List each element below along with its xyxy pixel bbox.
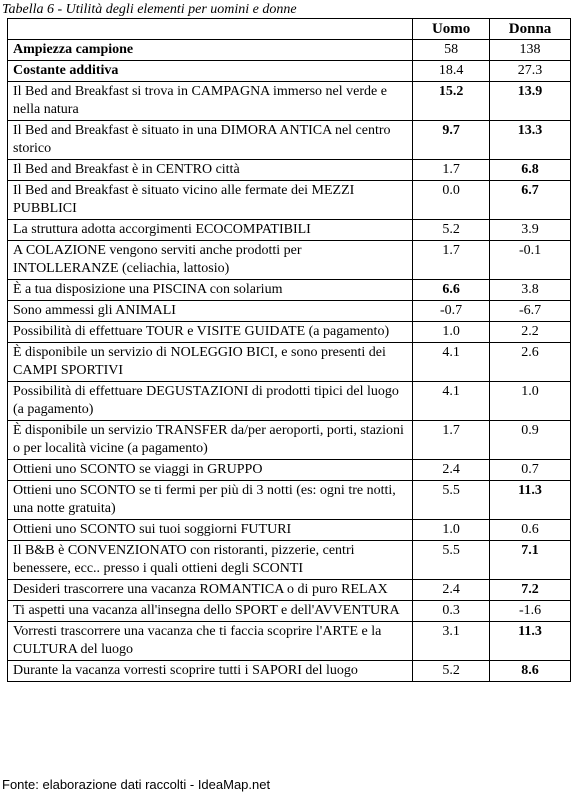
cell-donna: 11.3 [490,481,571,520]
row-label: Durante la vacanza vorresti scoprire tutti i SAPORI del luogo [8,661,413,682]
table-header-row [8,19,571,40]
cell-donna: -0.1 [490,241,571,280]
table-row [8,220,571,241]
row-label: Ottieni uno SCONTO se viaggi in GRUPPO [8,460,413,481]
row-label: Ottieni uno SCONTO sui tuoi soggiorni FUTURI [8,520,413,541]
table-row [8,241,571,280]
cell-donna: 3.9 [490,220,571,241]
cell-donna: -1.6 [490,601,571,622]
table-row [8,421,571,460]
source-note: Fonte: elaborazione dati raccolti - IdeaMap.net [2,777,271,792]
cell-uomo: 5.2 [413,220,490,241]
cell-donna: 0.7 [490,460,571,481]
table-body [8,40,571,682]
cell-donna: 138 [490,40,571,61]
table-row [8,121,571,160]
table-row [8,40,571,61]
row-label: È a tua disposizione una PISCINA con solarium [8,280,413,301]
table-row [8,82,571,121]
cell-donna: 13.3 [490,121,571,160]
table-row [8,541,571,580]
cell-uomo: 58 [413,40,490,61]
cell-uomo: 6.6 [413,280,490,301]
row-label: Vorresti trascorrere una vacanza che ti faccia scoprire l'ARTE e la CULTURA del luogo [8,622,413,661]
row-label: Il B&B è CONVENZIONATO con ristoranti, pizzerie, centri benessere, ecc.. presso i quali ottieni degli SCONTI [8,541,413,580]
table-row [8,580,571,601]
table-row [8,460,571,481]
cell-uomo: 15.2 [413,82,490,121]
row-label: È disponibile un servizio TRANSFER da/per aeroporti, porti, stazioni o per località vicine (a pagamento) [8,421,413,460]
cell-uomo: 0.3 [413,601,490,622]
cell-donna: 0.9 [490,421,571,460]
table-row [8,280,571,301]
table-row [8,520,571,541]
cell-donna: 27.3 [490,61,571,82]
row-label: Il Bed and Breakfast è situato vicino alle fermate dei MEZZI PUBBLICI [8,181,413,220]
cell-uomo: 1.7 [413,421,490,460]
row-label: Ampiezza campione [8,40,413,61]
row-label: Possibilità di effettuare TOUR e VISITE GUIDATE (a pagamento) [8,322,413,343]
row-label: Costante additiva [8,61,413,82]
table-row [8,301,571,322]
utility-table [7,18,571,682]
row-label: Ti aspetti una vacanza all'insegna dello SPORT e dell'AVVENTURA [8,601,413,622]
table-row [8,601,571,622]
cell-uomo: -0.7 [413,301,490,322]
header-uomo: Uomo [413,19,490,40]
cell-uomo: 1.7 [413,160,490,181]
row-label: È disponibile un servizio di NOLEGGIO BICI, e sono presenti dei CAMPI SPORTIVI [8,343,413,382]
cell-donna: 7.2 [490,580,571,601]
cell-uomo: 0.0 [413,181,490,220]
cell-uomo: 5.2 [413,661,490,682]
cell-uomo: 5.5 [413,541,490,580]
cell-donna: 0.6 [490,520,571,541]
row-label: Il Bed and Breakfast è situato in una DIMORA ANTICA nel centro storico [8,121,413,160]
cell-donna: 2.2 [490,322,571,343]
cell-donna: 3.8 [490,280,571,301]
row-label: Il Bed and Breakfast si trova in CAMPAGNA immerso nel verde e nella natura [8,82,413,121]
row-label: A COLAZIONE vengono serviti anche prodotti per INTOLLERANZE (celiachia, lattosio) [8,241,413,280]
row-label: Possibilità di effettuare DEGUSTAZIONI di prodotti tipici del luogo (a pagamento) [8,382,413,421]
table-row [8,382,571,421]
header-donna: Donna [490,19,571,40]
cell-uomo: 1.7 [413,241,490,280]
table-row [8,661,571,682]
table-row [8,343,571,382]
cell-donna: 7.1 [490,541,571,580]
cell-uomo: 1.0 [413,520,490,541]
cell-uomo: 4.1 [413,343,490,382]
cell-uomo: 2.4 [413,580,490,601]
cell-donna: 6.8 [490,160,571,181]
row-label: Desideri trascorrere una vacanza ROMANTICA o di puro RELAX [8,580,413,601]
cell-uomo: 4.1 [413,382,490,421]
table-caption: Tabella 6 - Utilità degli elementi per uomini e donne [2,2,297,17]
cell-uomo: 9.7 [413,121,490,160]
cell-uomo: 2.4 [413,460,490,481]
row-label: La struttura adotta accorgimenti ECOCOMPATIBILI [8,220,413,241]
table-row [8,481,571,520]
cell-donna: 8.6 [490,661,571,682]
cell-uomo: 5.5 [413,481,490,520]
cell-donna: -6.7 [490,301,571,322]
cell-donna: 1.0 [490,382,571,421]
cell-uomo: 3.1 [413,622,490,661]
cell-donna: 6.7 [490,181,571,220]
cell-donna: 11.3 [490,622,571,661]
table-row [8,181,571,220]
table-row [8,622,571,661]
row-label: Sono ammessi gli ANIMALI [8,301,413,322]
cell-donna: 13.9 [490,82,571,121]
cell-uomo: 1.0 [413,322,490,343]
table-row [8,322,571,343]
table-row [8,61,571,82]
cell-uomo: 18.4 [413,61,490,82]
row-label: Ottieni uno SCONTO se ti fermi per più di 3 notti (es: ogni tre notti, una notte gratuita) [8,481,413,520]
cell-donna: 2.6 [490,343,571,382]
table-row [8,160,571,181]
header-empty [8,19,413,40]
row-label: Il Bed and Breakfast è in CENTRO città [8,160,413,181]
